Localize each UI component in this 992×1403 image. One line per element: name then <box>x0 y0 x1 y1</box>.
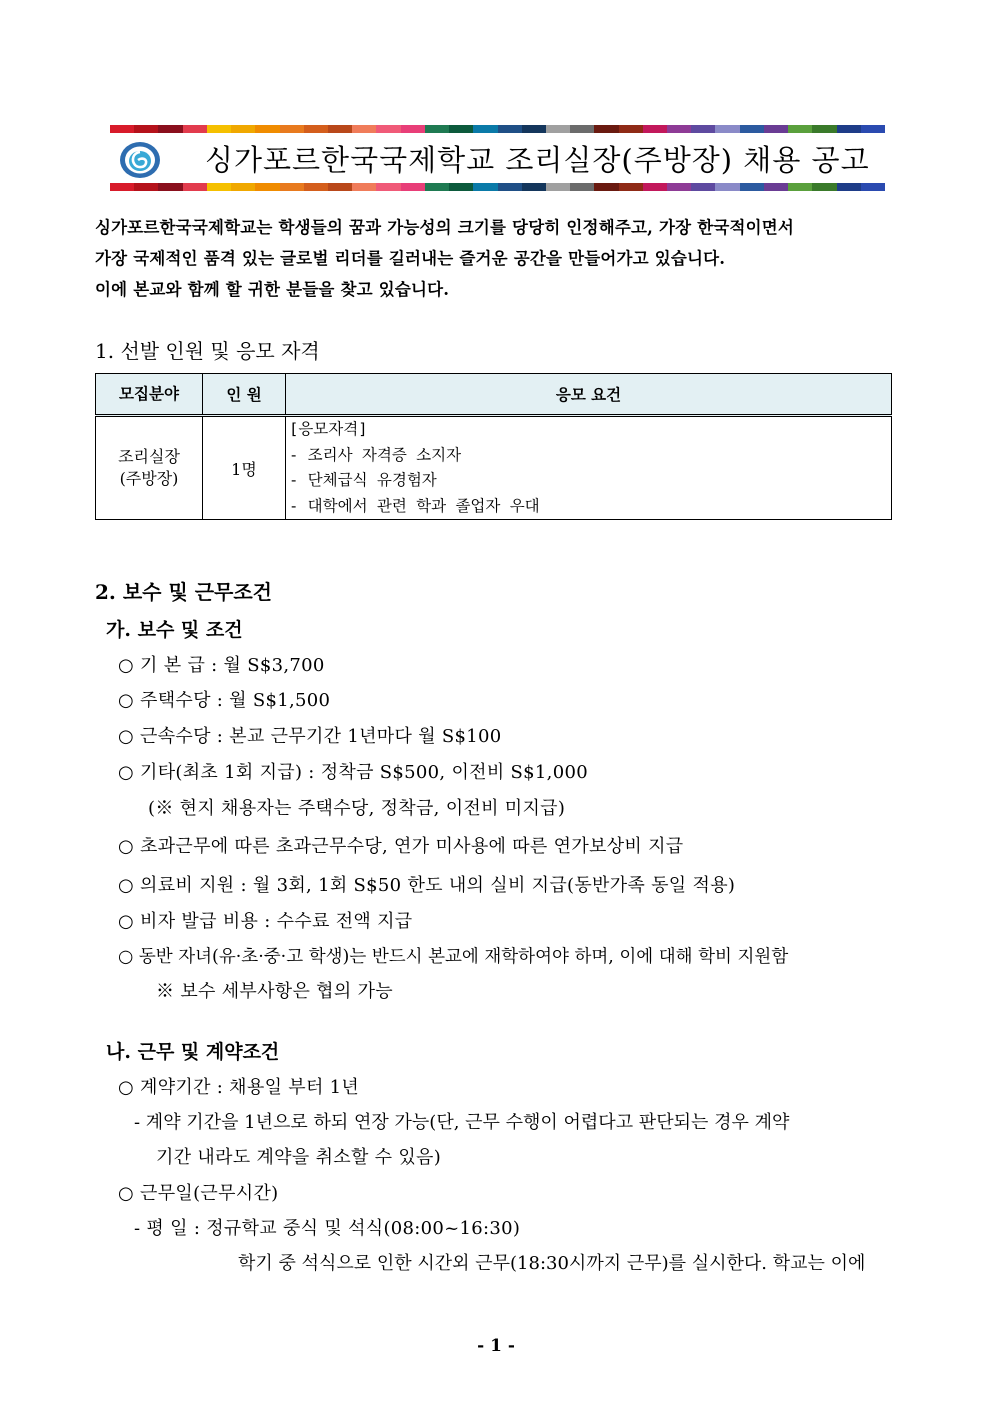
stripe-segment <box>280 125 304 133</box>
pay-line: ○ 기 본 급 : 월 S$3,700 <box>118 655 325 676</box>
intro-line-2: 가장 국제적인 품격 있는 글로벌 리더를 길러내는 즐거운 공간을 만들어가고 있습니다. <box>95 249 726 268</box>
subsection-a-title: 가. 보수 및 조건 <box>106 619 243 641</box>
intro-line-3: 이에 본교와 함께 할 귀한 분들을 찾고 있습니다. <box>95 280 450 299</box>
cell-count: 1명 <box>203 416 286 520</box>
stripe-segment <box>570 183 594 191</box>
contract-line: - 계약 기간을 1년으로 하되 연장 가능(단, 근무 수행이 어렵다고 판단되는 경우 계약 <box>134 1112 790 1133</box>
contract-line: 학기 중 석식으로 인한 시간외 근무(18:30시까지 근무)를 실시한다. 학교는 이에 <box>238 1253 866 1274</box>
stripe-segment <box>498 183 522 191</box>
stripe-segment <box>425 125 449 133</box>
requirement-heading: [응모자격] <box>289 420 368 438</box>
stripe-segment <box>183 125 207 133</box>
stripe-segment <box>158 183 182 191</box>
intro-line-1: 싱가포르한국국제학교는 학생들의 꿈과 가능성의 크기를 당당히 인정해주고, 가장 한국적이면서 <box>95 218 795 237</box>
stripe-segment <box>788 183 812 191</box>
stripe-segment <box>473 125 497 133</box>
page-number: - 1 - <box>477 1336 515 1356</box>
stripe-segment <box>667 183 691 191</box>
stripe-segment <box>691 125 715 133</box>
stripe-segment <box>619 183 643 191</box>
cell-requirements <box>286 416 892 520</box>
field-name-sub: (주방장) <box>119 469 179 488</box>
stripe-segment <box>764 125 788 133</box>
stripe-segment <box>837 125 861 133</box>
requirements-table <box>95 373 892 520</box>
stripe-segment <box>522 183 546 191</box>
stripe-segment <box>304 125 328 133</box>
pay-line: ○ 기타(최초 1회 지급) : 정착금 S$500, 이전비 S$1,000 <box>118 762 588 783</box>
stripe-segment <box>207 183 231 191</box>
stripe-segment <box>861 183 885 191</box>
stripe-segment <box>546 183 570 191</box>
stripe-segment <box>570 125 594 133</box>
stripe-segment <box>231 183 255 191</box>
stripe-segment <box>473 183 497 191</box>
contract-line: ○ 근무일(근무시간) <box>118 1183 279 1204</box>
stripe-segment <box>667 125 691 133</box>
stripe-segment <box>594 183 618 191</box>
pay-note: ※ 보수 세부사항은 협의 가능 <box>156 981 393 1002</box>
stripe-segment <box>498 125 522 133</box>
stripe-segment <box>740 125 764 133</box>
stripe-segment <box>304 183 328 191</box>
pay-line: ○ 주택수당 : 월 S$1,500 <box>118 690 331 711</box>
contract-line: - 평 일 : 정규학교 중식 및 석식(08:00~16:30) <box>134 1218 521 1239</box>
stripe-segment <box>619 125 643 133</box>
stripe-segment <box>183 183 207 191</box>
header-color-stripe-top <box>110 125 885 133</box>
stripe-segment <box>812 125 836 133</box>
stripe-segment <box>352 183 376 191</box>
header-field: 모집분야 <box>96 374 203 416</box>
stripe-segment <box>255 125 279 133</box>
school-logo-icon <box>118 140 162 180</box>
stripe-segment <box>110 125 134 133</box>
contract-line: 기간 내라도 계약을 취소할 수 있음) <box>156 1147 442 1168</box>
stripe-segment <box>425 183 449 191</box>
header-count: 인 원 <box>203 374 286 416</box>
stripe-segment <box>594 125 618 133</box>
stripe-segment <box>546 125 570 133</box>
stripe-segment <box>715 125 739 133</box>
stripe-segment <box>715 183 739 191</box>
stripe-segment <box>401 183 425 191</box>
pay-note: (※ 현지 채용자는 주택수당, 정착금, 이전비 미지급) <box>148 798 566 819</box>
section-2-title: 2. 보수 및 근무조건 <box>95 580 273 604</box>
stripe-segment <box>110 183 134 191</box>
stripe-segment <box>449 125 473 133</box>
header-requirements: 응모 요건 <box>286 374 892 416</box>
field-name: 조리실장 <box>118 447 180 466</box>
stripe-segment <box>812 183 836 191</box>
table-row <box>96 416 892 520</box>
pay-line: ○ 의료비 지원 : 월 3회, 1회 S$50 한도 내의 실비 지급(동반가족 동일 적용) <box>118 875 736 896</box>
stripe-segment <box>861 125 885 133</box>
pay-line: ○ 동반 자녀(유·초·중·고 학생)는 반드시 본교에 재학하여야 하며, 이에 대해 학비 지원함 <box>118 947 789 967</box>
stripe-segment <box>401 125 425 133</box>
stripe-segment <box>376 125 400 133</box>
stripe-segment <box>352 125 376 133</box>
stripe-segment <box>764 183 788 191</box>
stripe-segment <box>691 183 715 191</box>
pay-line: ○ 비자 발급 비용 : 수수료 전액 지급 <box>118 911 413 932</box>
table-header-row <box>96 374 892 416</box>
subsection-b-title: 나. 근무 및 계약조건 <box>106 1041 280 1063</box>
stripe-segment <box>740 183 764 191</box>
pay-line: ○ 초과근무에 따른 초과근무수당, 연가 미사용에 따른 연가보상비 지급 <box>118 836 684 857</box>
pay-line: ○ 근속수당 : 본교 근무기간 1년마다 월 S$100 <box>118 726 502 747</box>
requirement-item: - 대학에서 관련 학과 졸업자 우대 <box>289 496 540 515</box>
stripe-segment <box>158 125 182 133</box>
stripe-segment <box>255 183 279 191</box>
stripe-segment <box>522 125 546 133</box>
stripe-segment <box>376 183 400 191</box>
stripe-segment <box>788 125 812 133</box>
stripe-segment <box>328 125 352 133</box>
section-1-title: 1. 선발 인원 및 응모 자격 <box>95 339 320 363</box>
stripe-segment <box>449 183 473 191</box>
stripe-segment <box>643 183 667 191</box>
requirement-item: - 조리사 자격증 소지자 <box>289 445 462 464</box>
stripe-segment <box>837 183 861 191</box>
stripe-segment <box>328 183 352 191</box>
cell-field <box>96 416 203 520</box>
contract-line: ○ 계약기간 : 채용일 부터 1년 <box>118 1077 360 1098</box>
header-color-stripe-bottom <box>110 183 885 191</box>
document-title: 싱가포르한국국제학교 조리실장(주방장) 채용 공고 <box>205 143 870 177</box>
stripe-segment <box>134 183 158 191</box>
stripe-segment <box>134 125 158 133</box>
stripe-segment <box>231 125 255 133</box>
requirement-item: - 단체급식 유경험자 <box>289 471 437 489</box>
stripe-segment <box>280 183 304 191</box>
stripe-segment <box>643 125 667 133</box>
stripe-segment <box>207 125 231 133</box>
